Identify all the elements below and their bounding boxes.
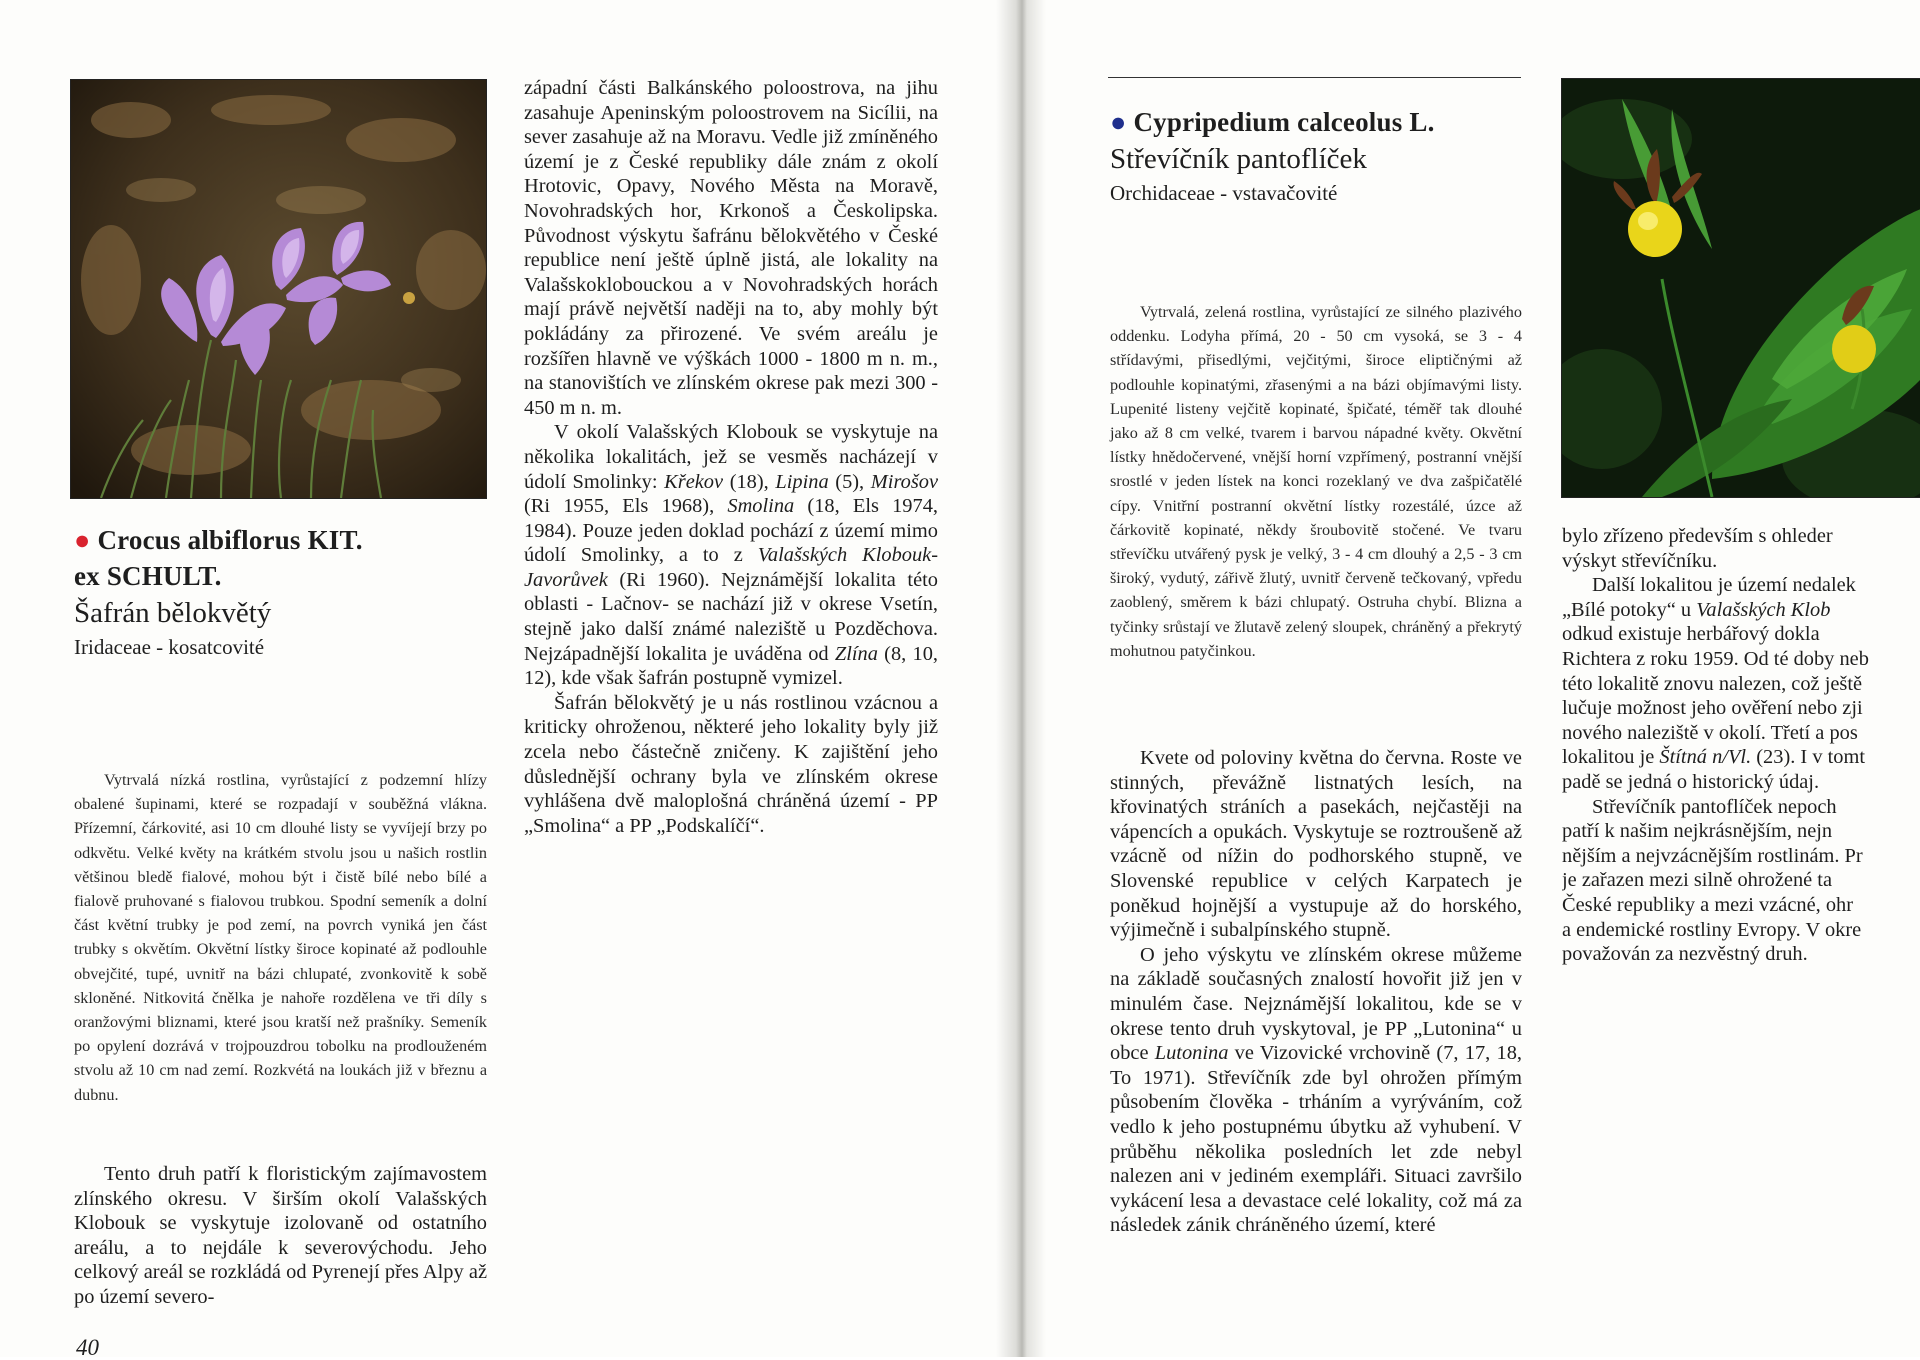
locality-name: Štítná n/Vl. <box>1659 746 1752 769</box>
orchid-photo <box>1561 78 1920 498</box>
text-run: (5), <box>828 470 871 493</box>
crocus-photo <box>70 79 487 499</box>
text-line: České republiky a mezi vzácné, ohr <box>1562 893 1854 916</box>
text-line: a endemické rostliny Evropy. V okre <box>1562 918 1862 941</box>
text-run: lokalitou je <box>1562 746 1660 769</box>
text-line: Richtera z roku 1959. Od té doby neb <box>1562 647 1869 670</box>
text-line: Střevíčník pantoflíček nepoch <box>1592 795 1837 818</box>
crocus-description-text: Vytrvalá nízká rostlina, vyrůstající z podzemní hlízy obalené šupinami, které se rozpadají v souběžná vlákna. Přízemní, čárkovité, asi 10 cm dlouhé listy se vyvíjejí brzy po odkvětu. Velké květy na krátkém stvolu jsou u našich rostlin většinou bledě fialové, mohou být i čistě bílé nebo bílé a fialově pruhované s fialovou trubkou. Spodní semeník a dolní část květní trubky je pod zemí, na povrch vyniká jen část trubky s okvětím. Okvětní lístky široce kopinaté až podlouhle obvejčité, tupé, uvnitř na bázi chlupaté, zvonkovitě k sobě skloněné. Nitkovitá čnělka je nahoře rozdělena ve tři díly s oranžovými bliznami, které jsou kratší než prašníky. Semeník po opylení dozrává v trojpouzdrou tobolku na prodlouženém stvolu až 10 cm nad zemí. Rozkvétá na loukách již v březnu a dubnu. <box>74 771 487 1104</box>
text-run: „Bílé potoky“ u <box>1562 598 1697 621</box>
red-bullet-icon: ● <box>74 525 91 555</box>
crocus-family: Iridaceae - kosatcovité <box>74 635 265 659</box>
text-run: (Ri 1960). Nejznámější lokalita této oblasti - Lačnov- se nachází již v okrese Vsetín, stejně jako další známé naleziště u Pozděchova. Nejzápadnější lokalita je uváděna od <box>524 568 938 665</box>
text-run: (8, 10, 12), kde však šafrán postupně vymizel. <box>524 642 938 690</box>
text-run: (23). I v tomt <box>1751 746 1866 769</box>
blue-bullet-icon: ● <box>1110 107 1127 137</box>
locality-name: Křekov <box>664 470 724 493</box>
right-column <box>1562 524 1920 967</box>
orchid-description <box>1110 300 1522 663</box>
text-line <box>1562 598 1920 623</box>
text-line: považován za nezvěstný druh. <box>1562 943 1808 966</box>
middle-paragraph-1: západní části Balkánského poloostrova, na jihu zasahuje Apeninským poloostrovem na Sicílii, na sever zasahuje až na Moravu. Vedle již zmíněného území je z České republiky dále znám z okolí Hrotovic, Opavy, Nového Města na Moravě, Novohradských hor, Krkonoš a Českolipska. Původnost výskytu šafránu bělokvětého v České republice není ještě úplně jistá, ale lokality na Valašskoklobouckou a v Novohradských horách mají právě největší naději na to, aby mohly být pokládány za přirozené. Ve svém areálu je rozšířen hlavně ve výškách 1000 - 1800 m n. m., na stanovištích ve zlínském okrese pak mezi 300 - 450 m n. m. <box>524 77 938 419</box>
text-line: nového naleziště v okolí. Třetí a pos <box>1562 721 1858 744</box>
text-run: ve Vizovické vrchovině (7, 17, 18, To 1971). Střevíčník zde byl ohrožen přímým působením člověka - trháním a vyrýváním, což vedlo k jeho postupnému úbytku až vyhubení. V průběhu několika posledních let zde nebyl nalezen ani v jediném exempláři. Situaci završilo vykácení lesa a devastace celé lokality, což má za následek zánik chráněného území, které <box>1110 1042 1522 1237</box>
middle-column <box>524 76 938 838</box>
crocus-latin-name <box>74 522 474 594</box>
text-line: výskyt střevíčníku. <box>1562 549 1718 572</box>
locality-name: Lutonina <box>1154 1042 1229 1065</box>
text-line: odkud existuje herbářový dokla <box>1562 623 1820 646</box>
text-line: patří k našim nejkrásnějším, nejn <box>1562 820 1833 843</box>
crocus-body-paragraph: Tento druh patří k floristickým zajímavostem zlínského okresu. V širším okolí Valašských Klobouk se vyskytuje izolovaně od ostatního areálu, a to nejdále k severovýchodu. Jeho celkový areál se rozkládá od Pyrenejí přes Alpy až po území severo- <box>74 1163 487 1308</box>
locality-name: Lipina <box>775 470 829 493</box>
orchid-latin-name <box>1110 104 1530 140</box>
text-line: této lokalitě znovu nalezen, což ještě <box>1562 672 1863 695</box>
text-line: lučuje možnost jeho ověření nebo zji <box>1562 697 1863 720</box>
text-line: padě se jedná o historický údaj. <box>1562 770 1820 793</box>
orchid-heading <box>1110 104 1530 208</box>
text-run: (18), <box>723 470 776 493</box>
text-run: O jeho výskytu ve zlínském okrese můžeme na základě současných znalostí hovořit již jen v minulém čase. Nejznámější lokalitou, kde se v okrese tento druh vyskytoval, je PP „Lutonina“ u obce <box>1110 943 1522 1065</box>
middle-paragraph-2 <box>524 420 938 691</box>
crocus-latin-line1: Crocus albiflorus KIT. <box>97 525 363 555</box>
text-line: je zařazen mezi silně ohrožené ta <box>1562 869 1833 892</box>
crocus-heading <box>74 522 474 662</box>
locality-name: Valašských Klobouk-Javorůvek <box>524 544 939 591</box>
crocus-description <box>74 768 487 1107</box>
orchid-czech-name: Střevíčník pantoflíček <box>1110 143 1367 175</box>
crocus-body <box>74 1162 487 1310</box>
orchid-body-paragraph-1: Kvete od poloviny května do června. Roste ve stinných, převážně listnatých lesích, na křovinatých stráních a pasekách, nejčastěji na vápencích a opukách. Vyskytuje se roztroušeně až vzácně od nížin do podhorského stupně, ve Slovenské republice v celých Karpatech je poněkud hojnější a vystupuje až do horského, výjimečně i subalpínského stupně. <box>1110 747 1522 942</box>
orchid-body <box>1110 746 1522 1238</box>
text-run: (18, Els 1974, 1984). Pouze jeden doklad pochází z území mimo údolí Smolinky, a to z <box>524 495 938 567</box>
crocus-latin-line2: ex SCHULT. <box>74 561 222 591</box>
text-line <box>1562 745 1920 770</box>
text-line: bylo zřízeno především s ohleder <box>1562 525 1833 547</box>
text-run: (Ri 1955, Els 1968), <box>524 495 728 518</box>
text-line: Další lokalitou je území nedalek <box>1592 574 1856 597</box>
orchid-body-paragraph-2 <box>1110 943 1522 1238</box>
text-line: nějším a nejvzácnějším rostlinám. Pr <box>1562 844 1863 867</box>
locality-name: Zlína <box>834 642 878 665</box>
page-number: 40 <box>76 1335 99 1360</box>
header-rule <box>1108 77 1521 78</box>
locality-name: Smolina <box>727 495 795 518</box>
locality-name: Mirošov <box>870 470 939 493</box>
crocus-czech-name: Šafrán bělokvětý <box>74 597 272 629</box>
text-run: V okolí Valašských Klobouk se vyskytuje na několika lokalitách, jež se vesměs nacházejí v údolí Smolinky: <box>524 421 938 493</box>
orchid-family: Orchidaceae - vstavačovité <box>1110 181 1338 205</box>
middle-paragraph-3: Šafrán bělokvětý je u nás rostlinou vzácnou a kriticky ohroženou, některé jeho lokality byly již zcela nebo částečně zničeny. K zajištění jeho důslednější ochrany byla ve zlínském okrese vyhlášena dvě maloplošná chráněná území - PP „Smolina“ a PP „Podskalíčí“. <box>524 691 938 837</box>
locality-name: Valašských Klob <box>1696 598 1831 621</box>
orchid-description-text: Vytrvalá, zelená rostlina, vyrůstající ze silného plazivého oddenku. Lodyha přímá, 20 - 50 cm vysoká, se 3 - 4 střídavými, přisedlými, vejčitými, široce eliptičnými až podlouhle kopinatými, zřasenými a na bázi objímavými listy. Lupenité listeny vejčitě kopinaté, špičaté, téměř tak dlouhé jako až 8 cm velké, tvarem i barvou nápadné květy. Okvětní lístky hnědočervené, vnější horní vzpřímený, postranní vnější srostlé v jeden lístek na konci rozeklaný ve dva zašpičatělé cípy. Vnitřní postranní okvětní lístky rozestálé, úzce až čárkovitě kopinaté, někdy šroubovitě stočené. Ve tvaru střevíčku utvářený pysk je velký, 3 - 4 cm dlouhý a 2,5 - 3 cm široký, vydutý, zářivě žlutý, uvnitř červeně tečkovaný, vpředu zaoblený, směrem k bázi chlupatý. Ostruha chybí. Blizna a tyčinky srůstají ve žlutavě zelený sloupek, chráněný a překrytý mohutnou patyčinkou. <box>1110 303 1522 660</box>
book-gutter <box>996 0 1046 1357</box>
orchid-latin-text: Cypripedium calceolus L. <box>1133 107 1435 137</box>
